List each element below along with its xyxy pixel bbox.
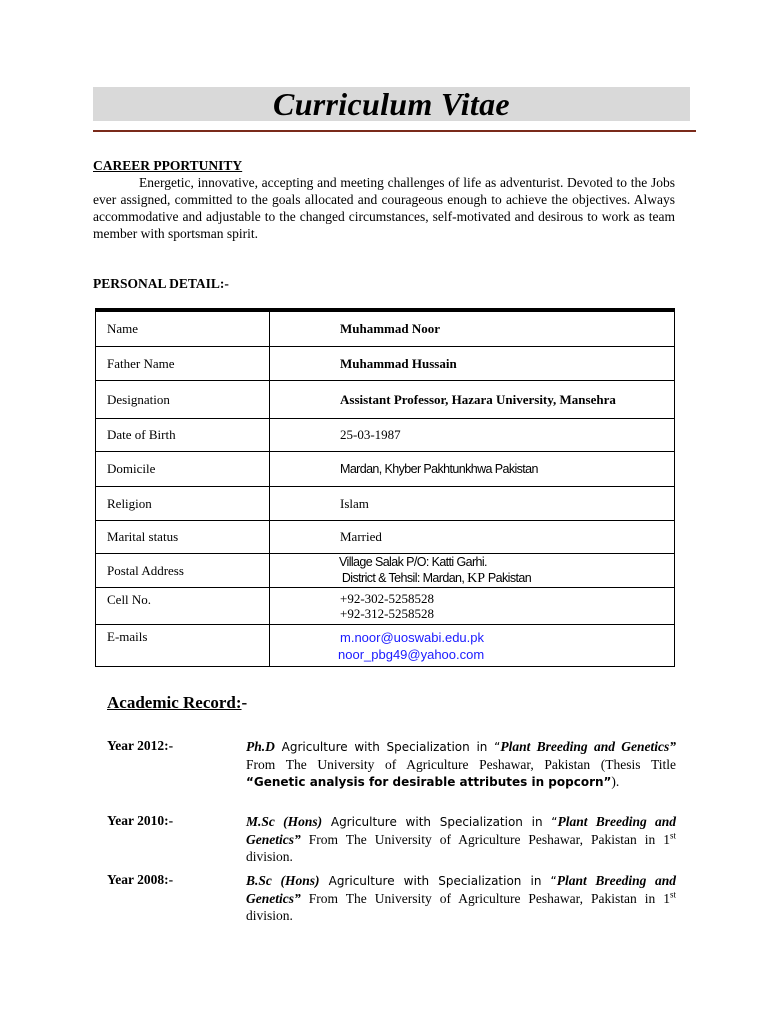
career-text: Energetic, innovative, accepting and meeting challenges of life as adventurist. Devoted to the Jobs ever assigned, committed to the goals allocated and courageous enough to achieve the objectives. Always accommodative and adjustable to the changed circumstances, self-motivated and desirous to work as team member with sportsman spirit. (93, 175, 675, 241)
row-label: Cell No. (96, 588, 270, 625)
record-text: From The University of Agriculture Peshawar, Pakistan (Thesis Title (246, 757, 676, 772)
row-value: Assistant Professor, Hazara University, Mansehra (270, 381, 675, 419)
page-title: Curriculum Vitae (273, 85, 510, 122)
record-field: Plant Breeding and Genetics” (246, 814, 677, 847)
row-label: Name (96, 312, 270, 347)
row-label: Postal Address (96, 554, 270, 588)
table-row (96, 625, 675, 667)
record-sup: st (669, 889, 676, 900)
address-part: Pakistan (485, 571, 532, 585)
table-row (96, 452, 675, 487)
record-degree: B.Sc (Hons) (246, 873, 320, 888)
row-value (270, 588, 675, 625)
row-value: 25-03-1987 (270, 419, 675, 452)
record-thesis: “Genetic analysis for desirable attributes in popcorn” (246, 775, 612, 789)
address-line-2 (339, 570, 674, 587)
table-row (96, 487, 675, 521)
career-heading: CAREER PPORTUNITY (93, 158, 243, 173)
record-degree: M.Sc (Hons) (246, 814, 323, 829)
record-year: Year 2010:- (107, 813, 174, 828)
row-value: Islam (270, 487, 675, 521)
row-value: Mardan, Khyber Pakhtunkhwa Pakistan (270, 452, 675, 487)
academic-heading (107, 693, 247, 713)
email-link-1[interactable]: m.noor@uoswabi.edu.pk (340, 629, 484, 645)
row-value: Muhammad Noor (270, 312, 675, 347)
record-text: Agriculture with Specialization in “ (274, 740, 501, 754)
row-label: Marital status (96, 521, 270, 554)
record-description (246, 738, 676, 791)
personal-detail-table (95, 311, 675, 667)
record-text: From The University of Agriculture Peshawar, Pakistan in 1 (300, 832, 670, 847)
record-description (246, 872, 676, 924)
cell-number-1: +92-302-5258528 (340, 591, 434, 606)
record-field: Plant Breeding and Genetics” (500, 739, 677, 754)
row-label: Designation (96, 381, 270, 419)
record-year: Year 2012:- (107, 738, 174, 753)
title-bar (93, 87, 690, 121)
record-text: Agriculture with Specialization in “ (322, 815, 558, 829)
table-row (96, 312, 675, 347)
row-label: Father Name (96, 347, 270, 381)
address-line-1: Village Salak P/O: Katti Garhi. (339, 555, 487, 569)
address-part: KP (467, 571, 486, 586)
table-row (96, 588, 675, 625)
personal-heading: PERSONAL DETAIL:- (93, 276, 229, 291)
email-link-2[interactable]: noor_pbg49@yahoo.com (338, 646, 485, 662)
record-text: ). (611, 774, 620, 789)
row-label: Religion (96, 487, 270, 521)
record-description (246, 813, 676, 865)
row-label: Domicile (96, 452, 270, 487)
address-part: District & Tehsil: Mardan, (339, 571, 468, 585)
row-label: E-mails (96, 625, 270, 667)
table-row (96, 419, 675, 452)
academic-heading-suffix: - (241, 693, 248, 712)
record-text: Agriculture with Specialization in “ (319, 874, 557, 888)
table-row (96, 347, 675, 381)
row-label: Date of Birth (96, 419, 270, 452)
record-field: Plant Breeding and Genetics” (246, 873, 677, 906)
title-divider (93, 130, 696, 132)
table-row (96, 381, 675, 419)
row-value: Married (270, 521, 675, 554)
record-text: From The University of Agriculture Peshawar, Pakistan in 1 (300, 891, 670, 906)
row-value (270, 554, 675, 588)
table-row (96, 521, 675, 554)
record-text: division. (246, 849, 293, 864)
table-row (96, 554, 675, 588)
row-value (270, 625, 675, 667)
record-degree: Ph.D (246, 739, 275, 754)
cell-number-2: +92-312-5258528 (340, 606, 434, 621)
row-value: Muhammad Hussain (270, 347, 675, 381)
record-text: division. (246, 908, 293, 923)
academic-heading-text: Academic Record: (107, 693, 242, 712)
record-sup: st (669, 830, 676, 841)
record-year: Year 2008:- (107, 872, 174, 887)
